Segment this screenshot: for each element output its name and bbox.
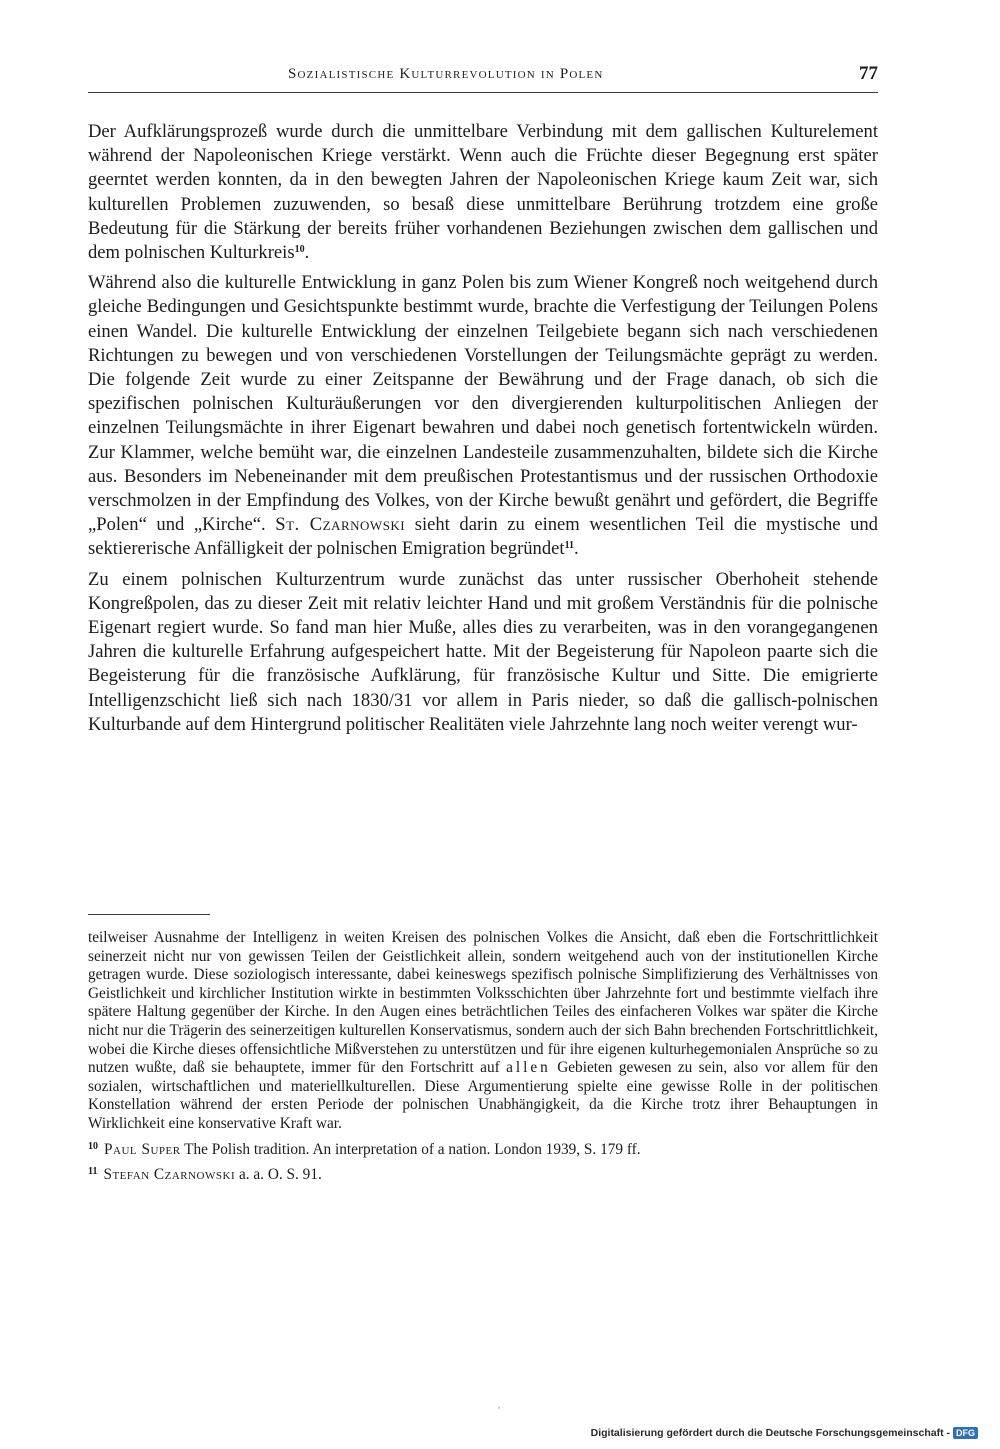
paragraph-3-text: Zu einem polnischen Kulturzentrum wurde zunächst das unter russischer Oberhoheit stehende Kongreßpolen, das zu dieser Zeit mit relativ leichter Hand und mit großem Verständnis für die polnische Eigenart regiert wurde. So fand man hier Muße, alles dies zu verarbeiten, was in den vorangegangenen Jahren die kulturelle Erfahrung aufgespeichert hatte. Mit der Begeisterung für Napoleon paarte sich die Begeisterung für die französische Aufklärung, für französische Kultur und Sitte. Die emigrierte Intelligenzschicht ließ sich nach 1830/31 vor allem in Paris nieder, so daß die gallisch-polnischen Kulturbande auf dem Hintergrund politischer Realitäten viele Jahrzehnte lang noch weiter verengt wur- — [88, 568, 878, 735]
footnote-11-number: 11 — [88, 1166, 98, 1178]
digitization-note — [591, 1425, 978, 1441]
paragraph-3 — [88, 568, 878, 737]
paragraph-2 — [88, 271, 878, 561]
paragraph-2-text-a: Während also die kulturelle Entwicklung in ganz Polen bis zum Wiener Kongreß noch weitgehend durch gleiche Bedingungen und Gesichtspunkte bestimmt wurde, brachte die Verfestigung der Teilungen Polens einen Wandel. Die kulturelle Entwicklung der einzelnen Teilgebiete begann sich nach verschiedenen Richtungen zu bewegen und von verschiedenen Vorstellungen der Teilungsmächte geprägt zu werden. Die folgende Zeit wurde zu einer Zeitspanne der Bewährung und der Frage danach, ob sich die spezifischen polnischen Kulturäußerungen vor den divergierenden kulturpolitischen Anliegen der einzelnen Teilungsmächte in ihrer Eigenart bewahren und dabei noch genetisch fortentwickeln würden. Zur Klammer, welche bemüht war, die einzelnen Landesteile zusammenzuhalten, bildete sich die Kirche aus. Besonders im Nebeneinander mit dem preußischen Protestantismus und der russischen Orthodoxie verschmolzen in der Empfindung des Volkes, von der Kirche bewußt genährt und gefördert, die Begriffe „Polen“ und „Kirche“. — [88, 272, 878, 536]
footnote-10-number: 10 — [88, 1140, 98, 1152]
footnote-11-text: a. a. O. S. 91. — [238, 1166, 322, 1184]
main-text — [88, 120, 878, 743]
footnote-continuation-a: teilweiser Ausnahme der Intelligenz in weiten Kreisen des polnischen Volkes die Ansicht, daß eben die Fortschrittlichkeit seinerzeit nicht nur von gewissen Teilen der Geistlichkeit allein, sondern weitgehend auch von der institutionellen Kirche getragen wurde. Diese soziologisch interessante, dabei keineswegs spezifisch polnische Simplifizierung des Verhältnisses von Geistlichkeit und kirchlicher Institution wirkte in bestimmten Volksschichten über Jahrzehnte fort und bestimmte vielfach ihre spätere Haltung gegenüber der Kirche. In den Augen eines beträchtlichen Teiles des einfacheren Volkes war später die Kirche nicht nur die Trägerin des seinerzeitigen kulturellen Konservatismus, sondern auch der sich Bahn brechenden Fortschrittlichkeit, wobei die Kirche dieses offensichtliche Mißverstehen zu unterstützen und für ihre eigenen kulturhegemonialen Ansprüche so zu nutzen wußte, daß sie behauptete, immer für den Fortschritt auf — [88, 929, 878, 1077]
footnote-continuation-b: Gebieten gewesen zu sein, also vor allem für den sozialen, wirtschaftlichen und materiellkulturellen. Diese Argumentierung spielte eine gewisse Rolle in der politischen Konstellation während der ersten Periode der polnischen Unabhängigkeit, da die Kirche trotz ihrer Behauptungen in Wirklichkeit eine konservative Kraft war. — [88, 1059, 878, 1132]
paragraph-1 — [88, 120, 878, 265]
footnote-10 — [88, 1138, 878, 1160]
paragraph-2-end: . — [574, 538, 579, 560]
footnote-ref-10: 10 — [294, 244, 305, 256]
footnote-10-text: The Polish tradition. An interpretation of a nation. London 1939, S. 179 ff. — [184, 1140, 641, 1158]
footnote-continuation — [88, 929, 878, 1134]
footnote-divider — [88, 914, 210, 915]
page-header — [88, 63, 878, 93]
author-czarnowski: St. Czarnowski — [275, 514, 406, 536]
footnote-10-author: Paul Super — [104, 1140, 181, 1158]
footnotes — [88, 929, 878, 1189]
paragraph-1-text: Der Aufklärungsprozeß wurde durch die unmittelbare Verbindung mit dem gallischen Kulturelement während der Napoleonischen Kriege verstärkt. Wenn auch die Früchte dieser Begegnung erst später geerntet werden konnten, da in den bewegten Jahren der Napoleonischen Kriege kaum Zeit war, sich kulturellen Problemen zuzuwenden, so besaß diese unmittelbare Berührung trotzdem eine große Bedeutung für die Stärkung der bereits früher vorhandenen Beziehungen zwischen dem gallischen und dem polnischen Kulturkreis — [88, 121, 878, 264]
dfg-logo-icon: DFG — [953, 1427, 978, 1439]
footnote-11-author: Stefan Czarnowski — [103, 1166, 236, 1184]
paragraph-1-end: . — [304, 242, 310, 264]
page-number: 77 — [859, 63, 878, 84]
scan-mark: ˙ — [497, 1404, 501, 1418]
footnote-11 — [88, 1163, 878, 1185]
footnote-ref-11: 11 — [564, 540, 575, 552]
paragraph-2-text-b: sieht darin zu einem wesentlichen Teil die mystische und sektiererische Anfälligkeit der polnischen Emigration begründet — [88, 514, 878, 560]
digitization-note-text: Digitalisierung gefördert durch die Deutsche Forschungsgemeinschaft - — [590, 1427, 950, 1439]
running-title: Sozialistische Kulturrevolution in Polen — [288, 66, 604, 82]
spaced-word: allen — [506, 1059, 551, 1077]
